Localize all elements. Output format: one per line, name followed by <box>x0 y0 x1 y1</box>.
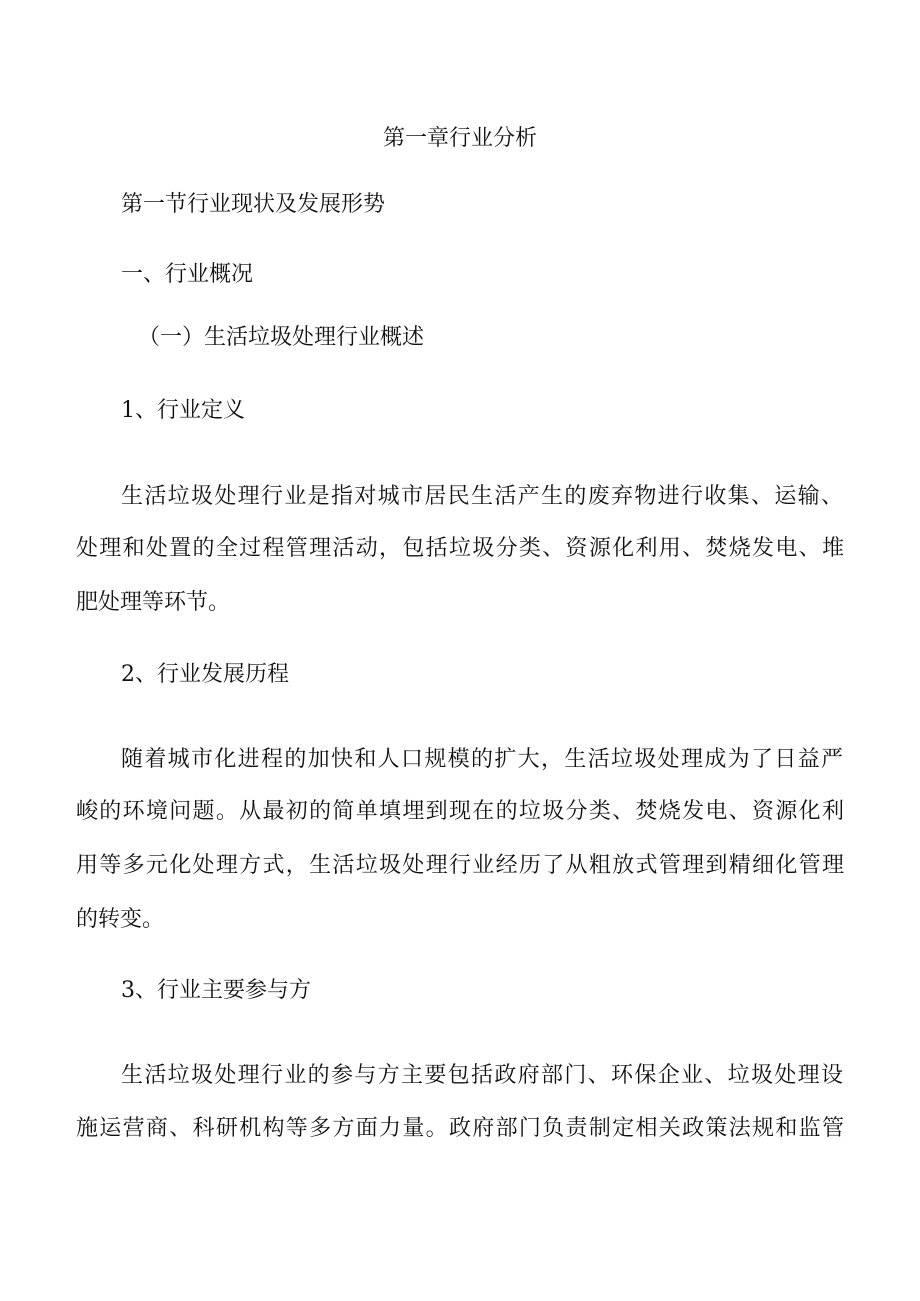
sub-subsection-title: （一）生活垃圾处理行业概述 <box>138 325 425 350</box>
chapter-title: 第一章行业分析 <box>382 126 537 151</box>
item-heading-participants: 3、行业主要参与方 <box>121 978 311 1003</box>
section-title: 第一节行业现状及发展形势 <box>121 192 386 217</box>
paragraph-line: 峻的环境问题。从最初的简单填埋到现在的垃圾分类、焚烧发电、资源化利 <box>76 799 844 824</box>
paragraph-line: 生活垃圾处理行业是指对城市居民生活产生的废弃物进行收集、运输、 <box>121 484 843 509</box>
paragraph-line: 施运营商、科研机构等多方面力量。政府部门负责制定相关政策法规和监管 <box>76 1116 844 1141</box>
item-heading-history: 2、行业发展历程 <box>121 662 289 687</box>
item-heading-definition: 1、行业定义 <box>121 398 245 423</box>
subsection-title: 一、行业概况 <box>121 262 254 287</box>
paragraph-line: 生活垃圾处理行业的参与方主要包括政府部门、环保企业、垃圾处理设 <box>121 1063 843 1088</box>
paragraph-line: 的转变。 <box>76 907 165 932</box>
paragraph-line: 处理和处置的全过程管理活动，包括垃圾分类、资源化利用、焚烧发电、堆 <box>76 536 844 561</box>
paragraph-line: 随着城市化进程的加快和人口规模的扩大，生活垃圾处理成为了日益严 <box>121 747 843 772</box>
paragraph-line: 用等多元化处理方式，生活垃圾处理行业经历了从粗放式管理到精细化管理 <box>76 853 844 878</box>
paragraph-line: 肥处理等环节。 <box>76 590 231 615</box>
